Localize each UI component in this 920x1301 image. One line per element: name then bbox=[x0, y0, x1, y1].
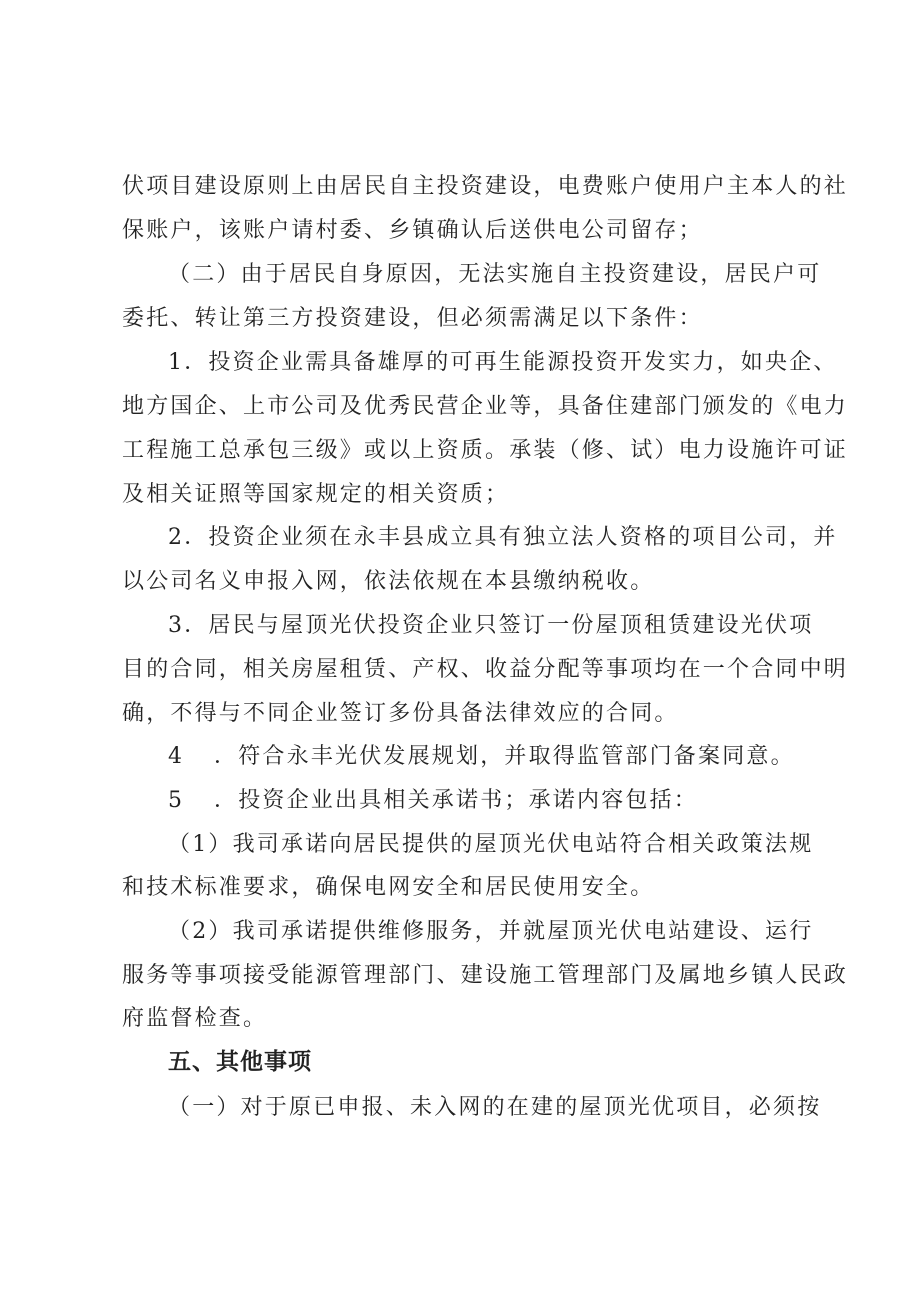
paragraph-line: 地方国企、上市公司及优秀民营企业等，具备住建部门颁发的《电力 bbox=[122, 394, 849, 419]
paragraph-line: （1）我司承诺向居民提供的屋顶光伏电站符合相关政策法规 bbox=[168, 832, 814, 857]
list-item-line bbox=[168, 742, 858, 772]
paragraph-line: （一）对于原已申报、未入网的在建的屋顶光优项目，必须按 bbox=[168, 1095, 822, 1120]
list-item-text: ．符合永丰光伏发展规划，并取得监管部门备案同意。 bbox=[214, 744, 795, 769]
paragraph-line: （2）我司承诺提供维修服务，并就屋顶光伏电站建设、运行 bbox=[168, 919, 814, 944]
paragraph-line: 目的合同，相关房屋租赁、产权、收益分配等事项均在一个合同中明 bbox=[122, 657, 849, 682]
list-item-text: ．投资企业出具相关承诺书；承诺内容包括： bbox=[214, 788, 699, 813]
paragraph-line: （二）由于居民自身原因，无法实施自主投资建设，居民户可 bbox=[168, 262, 822, 287]
list-item-line: 2．投资企业须在永丰县成立具有独立法人资格的项目公司，并 bbox=[168, 525, 838, 550]
section-heading: 五、其他事项 bbox=[168, 1049, 312, 1075]
paragraph-line: 工程施工总承包三级》或以上资质。承装（修、试）电力设施许可证 bbox=[122, 438, 849, 463]
paragraph-line: 伏项目建设原则上由居民自主投资建设，电费账户使用户主本人的社 bbox=[122, 174, 849, 199]
paragraph-line: 府监督检查。 bbox=[122, 1006, 268, 1031]
paragraph-line: 和技术标准要求，确保电网安全和居民使用安全。 bbox=[122, 875, 655, 900]
paragraph-line: 以公司名义申报入网，依法依规在本县缴纳税收。 bbox=[122, 569, 655, 594]
list-number: 5 bbox=[168, 788, 185, 813]
paragraph-line: 及相关证照等国家规定的相关资质； bbox=[122, 482, 510, 507]
paragraph-line: 服务等事项接受能源管理部门、建设施工管理部门及属地乡镇人民政 bbox=[122, 963, 849, 988]
paragraph-line: 委托、转让第三方投资建设，但必须需满足以下条件： bbox=[122, 306, 703, 331]
list-item-line: 1．投资企业需具备雄厚的可再生能源投资开发实力，如央企、 bbox=[168, 350, 838, 375]
list-number: 4 bbox=[168, 744, 185, 769]
list-item-line bbox=[168, 786, 858, 816]
paragraph-line: 保账户，该账户请村委、乡镇确认后送供电公司留存； bbox=[122, 218, 703, 243]
list-item-line: 3．居民与屋顶光伏投资企业只签订一份屋顶租赁建设光伏项 bbox=[168, 613, 814, 638]
paragraph-line: 确，不得与不同企业签订多份具备法律效应的合同。 bbox=[122, 701, 679, 726]
